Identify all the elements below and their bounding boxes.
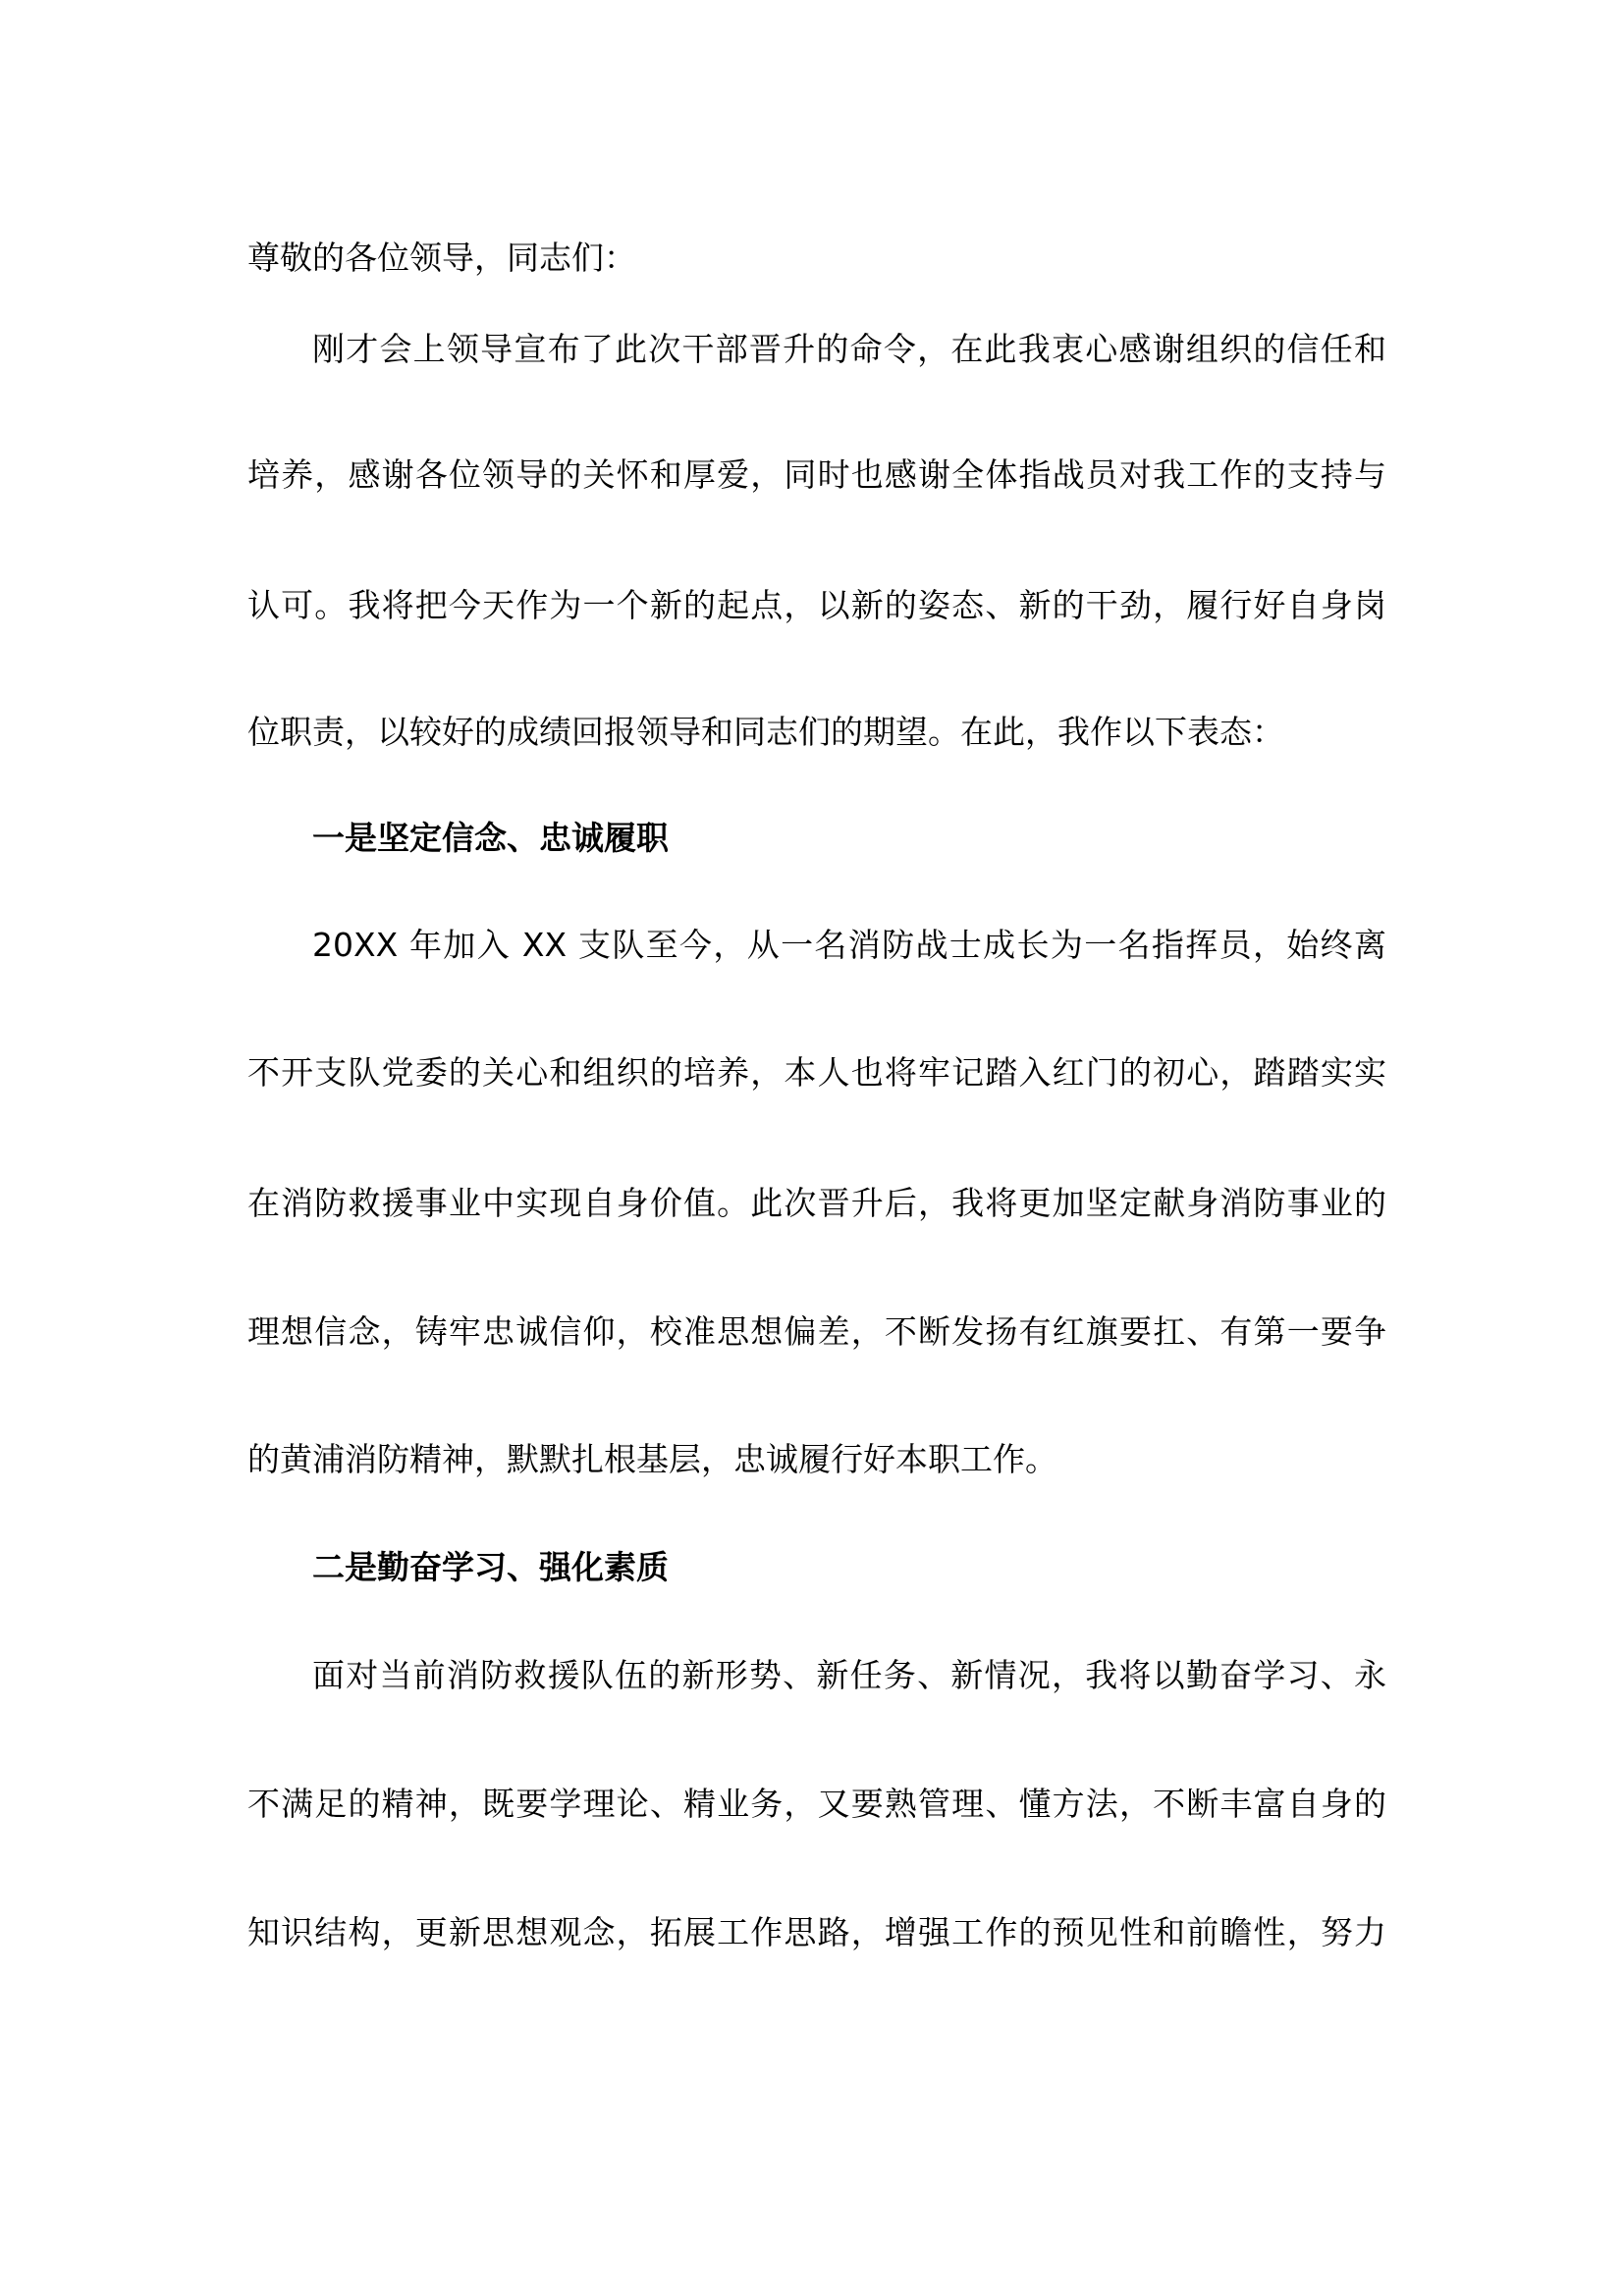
paragraph-line: 知识结构，更新思想观念，拓展工作思路，增强工作的预见性和前瞻性，努力 <box>247 1913 1386 1951</box>
paragraph-line: 20XX 年加入 XX 支队至今，从一名消防战士成长为一名指挥员，始终离 <box>312 926 1386 964</box>
paragraph-line: 位职责，以较好的成绩回报领导和同志们的期望。在此，我作以下表态： <box>247 713 1284 751</box>
paragraph-line: 在消防救援事业中实现自身价值。此次晋升后，我将更加坚定献身消防事业的 <box>247 1184 1386 1222</box>
paragraph-line: 刚才会上领导宣布了此次干部晋升的命令，在此我衷心感谢组织的信任和 <box>312 330 1386 368</box>
greeting: 尊敬的各位领导，同志们： <box>247 239 636 277</box>
paragraph-line: 的黄浦消防精神，默默扎根基层，忠诚履行好本职工作。 <box>247 1440 1057 1478</box>
paragraph-line: 面对当前消防救援队伍的新形势、新任务、新情况，我将以勤奋学习、永 <box>312 1656 1386 1694</box>
paragraph-line: 认可。我将把今天作为一个新的起点，以新的姿态、新的干劲，履行好自身岗 <box>247 586 1386 624</box>
paragraph-line: 理想信念，铸牢忠诚信仰，校准思想偏差，不断发扬有红旗要扛、有第一要争 <box>247 1312 1386 1351</box>
paragraph-line: 不开支队党委的关心和组织的培养，本人也将牢记踏入红门的初心，踏踏实实 <box>247 1053 1386 1092</box>
paragraph-line: 培养，感谢各位领导的关怀和厚爱，同时也感谢全体指战员对我工作的支持与 <box>247 455 1386 494</box>
paragraph-line: 不满足的精神，既要学理论、精业务，又要熟管理、懂方法，不断丰富自身的 <box>247 1785 1386 1823</box>
section-heading: 一是坚定信念、忠诚履职 <box>312 819 669 857</box>
section-heading: 二是勤奋学习、强化素质 <box>312 1548 669 1586</box>
